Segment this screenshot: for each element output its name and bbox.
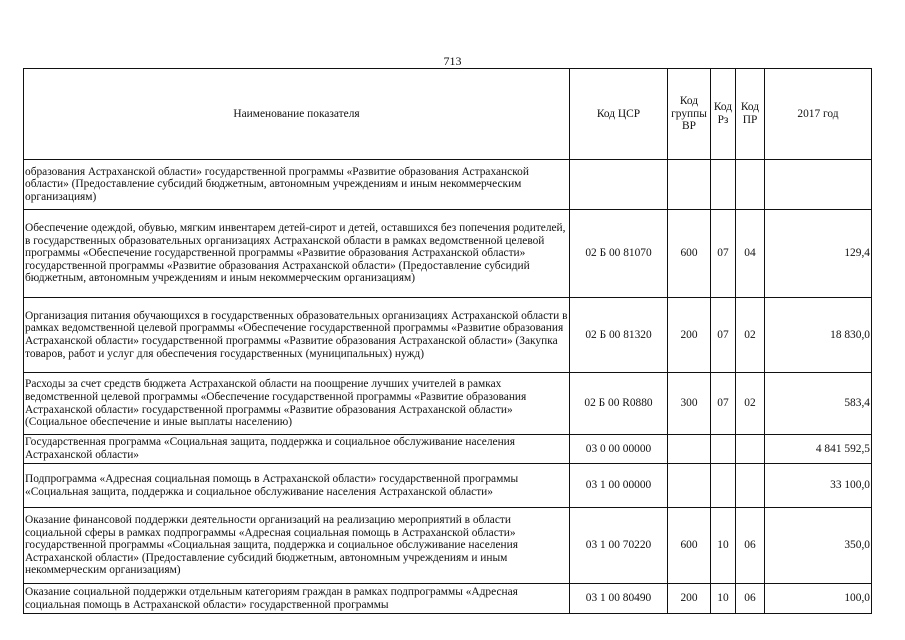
table-row xyxy=(24,373,872,435)
row-vr xyxy=(668,464,711,508)
header-rz: Код Рз xyxy=(711,69,736,160)
row-csr: 03 1 00 70220 xyxy=(570,508,668,584)
header-csr: Код ЦСР xyxy=(570,69,668,160)
table-row xyxy=(24,160,872,210)
row-vr: 600 xyxy=(668,210,711,298)
page-number: 713 xyxy=(443,54,462,68)
row-name: Подпрограмма «Адресная социальная помощь в Астраханской области» государственной программы «Социальная защита, поддержка и социальное обслуживание населения Астраханской области» xyxy=(24,464,570,508)
row-name: Оказание финансовой поддержки деятельности организаций на реализацию мероприятий в области социальной сферы в рамках подпрограммы «Адресная социальная помощь в Астраханской области» государственной программы «Социальная защита, поддержка и социальное обслуживание населения Астраханской области» (Предоставление субсидий бюджетным, автономным учреждениям и иным некоммерческим организациям) xyxy=(24,508,570,584)
row-csr: 03 1 00 80490 xyxy=(570,584,668,614)
row-vr: 300 xyxy=(668,373,711,435)
row-pr: 04 xyxy=(736,210,765,298)
row-pr: 02 xyxy=(736,373,765,435)
row-value: 33 100,0 xyxy=(765,464,872,508)
row-pr: 06 xyxy=(736,584,765,614)
row-vr: 600 xyxy=(668,508,711,584)
row-value: 4 841 592,5 xyxy=(765,435,872,464)
row-name: Обеспечение одеждой, обувью, мягким инвентарем детей-сирот и детей, оставшихся без попечения родителей, в государственных образовательных организациях Астраханской области в рамках ведомственной целевой программы «Обеспечение государственной программы «Развитие образования Астраханской области» государственной программы «Развитие образования Астраханской области» (Предоставление субсидий бюджетным, автономным учреждениям и иным некоммерческим организациям) xyxy=(24,210,570,298)
table-row xyxy=(24,210,872,298)
row-csr: 03 0 00 00000 xyxy=(570,435,668,464)
row-name: Расходы за счет средств бюджета Астраханской области на поощрение лучших учителей в рамках ведомственной целевой программы «Обеспечение государственной программы «Развитие образования Астраханской области» государственной программы «Развитие образования Астраханской области» (Социальное обеспечение и иные выплаты населению) xyxy=(24,373,570,435)
row-vr: 200 xyxy=(668,584,711,614)
row-value: 100,0 xyxy=(765,584,872,614)
row-rz xyxy=(711,160,736,210)
row-vr xyxy=(668,160,711,210)
row-name: образования Астраханской области» государственной программы «Развитие образования Астраханской области» (Предоставление субсидий бюджетным, автономным учреждениям и иным некоммерческим организациям) xyxy=(24,160,570,210)
row-vr xyxy=(668,435,711,464)
row-rz: 07 xyxy=(711,210,736,298)
header-pr: Код ПР xyxy=(736,69,765,160)
row-rz: 07 xyxy=(711,298,736,373)
row-pr xyxy=(736,464,765,508)
row-name: Оказание социальной поддержки отдельным категориям граждан в рамках подпрограммы «Адресная социальная помощь в Астраханской области» государственной программы xyxy=(24,584,570,614)
table-row xyxy=(24,584,872,614)
row-pr xyxy=(736,435,765,464)
row-csr: 02 Б 00 81320 xyxy=(570,298,668,373)
row-value xyxy=(765,160,872,210)
table-header-row xyxy=(24,69,872,160)
row-vr: 200 xyxy=(668,298,711,373)
row-csr xyxy=(570,160,668,210)
row-value: 583,4 xyxy=(765,373,872,435)
row-name: Государственная программа «Социальная защита, поддержка и социальное обслуживание населения Астраханской области» xyxy=(24,435,570,464)
header-year: 2017 год xyxy=(765,69,872,160)
row-rz xyxy=(711,464,736,508)
table-row xyxy=(24,298,872,373)
table-row xyxy=(24,508,872,584)
row-pr: 06 xyxy=(736,508,765,584)
row-value: 18 830,0 xyxy=(765,298,872,373)
table-row xyxy=(24,435,872,464)
row-rz: 10 xyxy=(711,584,736,614)
row-csr: 02 Б 00 81070 xyxy=(570,210,668,298)
row-pr: 02 xyxy=(736,298,765,373)
row-value: 129,4 xyxy=(765,210,872,298)
row-value: 350,0 xyxy=(765,508,872,584)
row-rz: 10 xyxy=(711,508,736,584)
row-rz: 07 xyxy=(711,373,736,435)
table-row xyxy=(24,464,872,508)
row-csr: 03 1 00 00000 xyxy=(570,464,668,508)
header-vr: Код группы ВР xyxy=(668,69,711,160)
row-rz xyxy=(711,435,736,464)
row-csr: 02 Б 00 R0880 xyxy=(570,373,668,435)
header-name: Наименование показателя xyxy=(24,69,570,160)
row-pr xyxy=(736,160,765,210)
row-name: Организация питания обучающихся в государственных образовательных организациях Астраханской области в рамках ведомственной целевой программы «Обеспечение государственной программы «Развитие образования Астраханской области» государственной программы «Развитие образования Астраханской области» (Закупка товаров, работ и услуг для обеспечения государственных (муниципальных) нужд) xyxy=(24,298,570,373)
budget-table xyxy=(23,68,872,614)
